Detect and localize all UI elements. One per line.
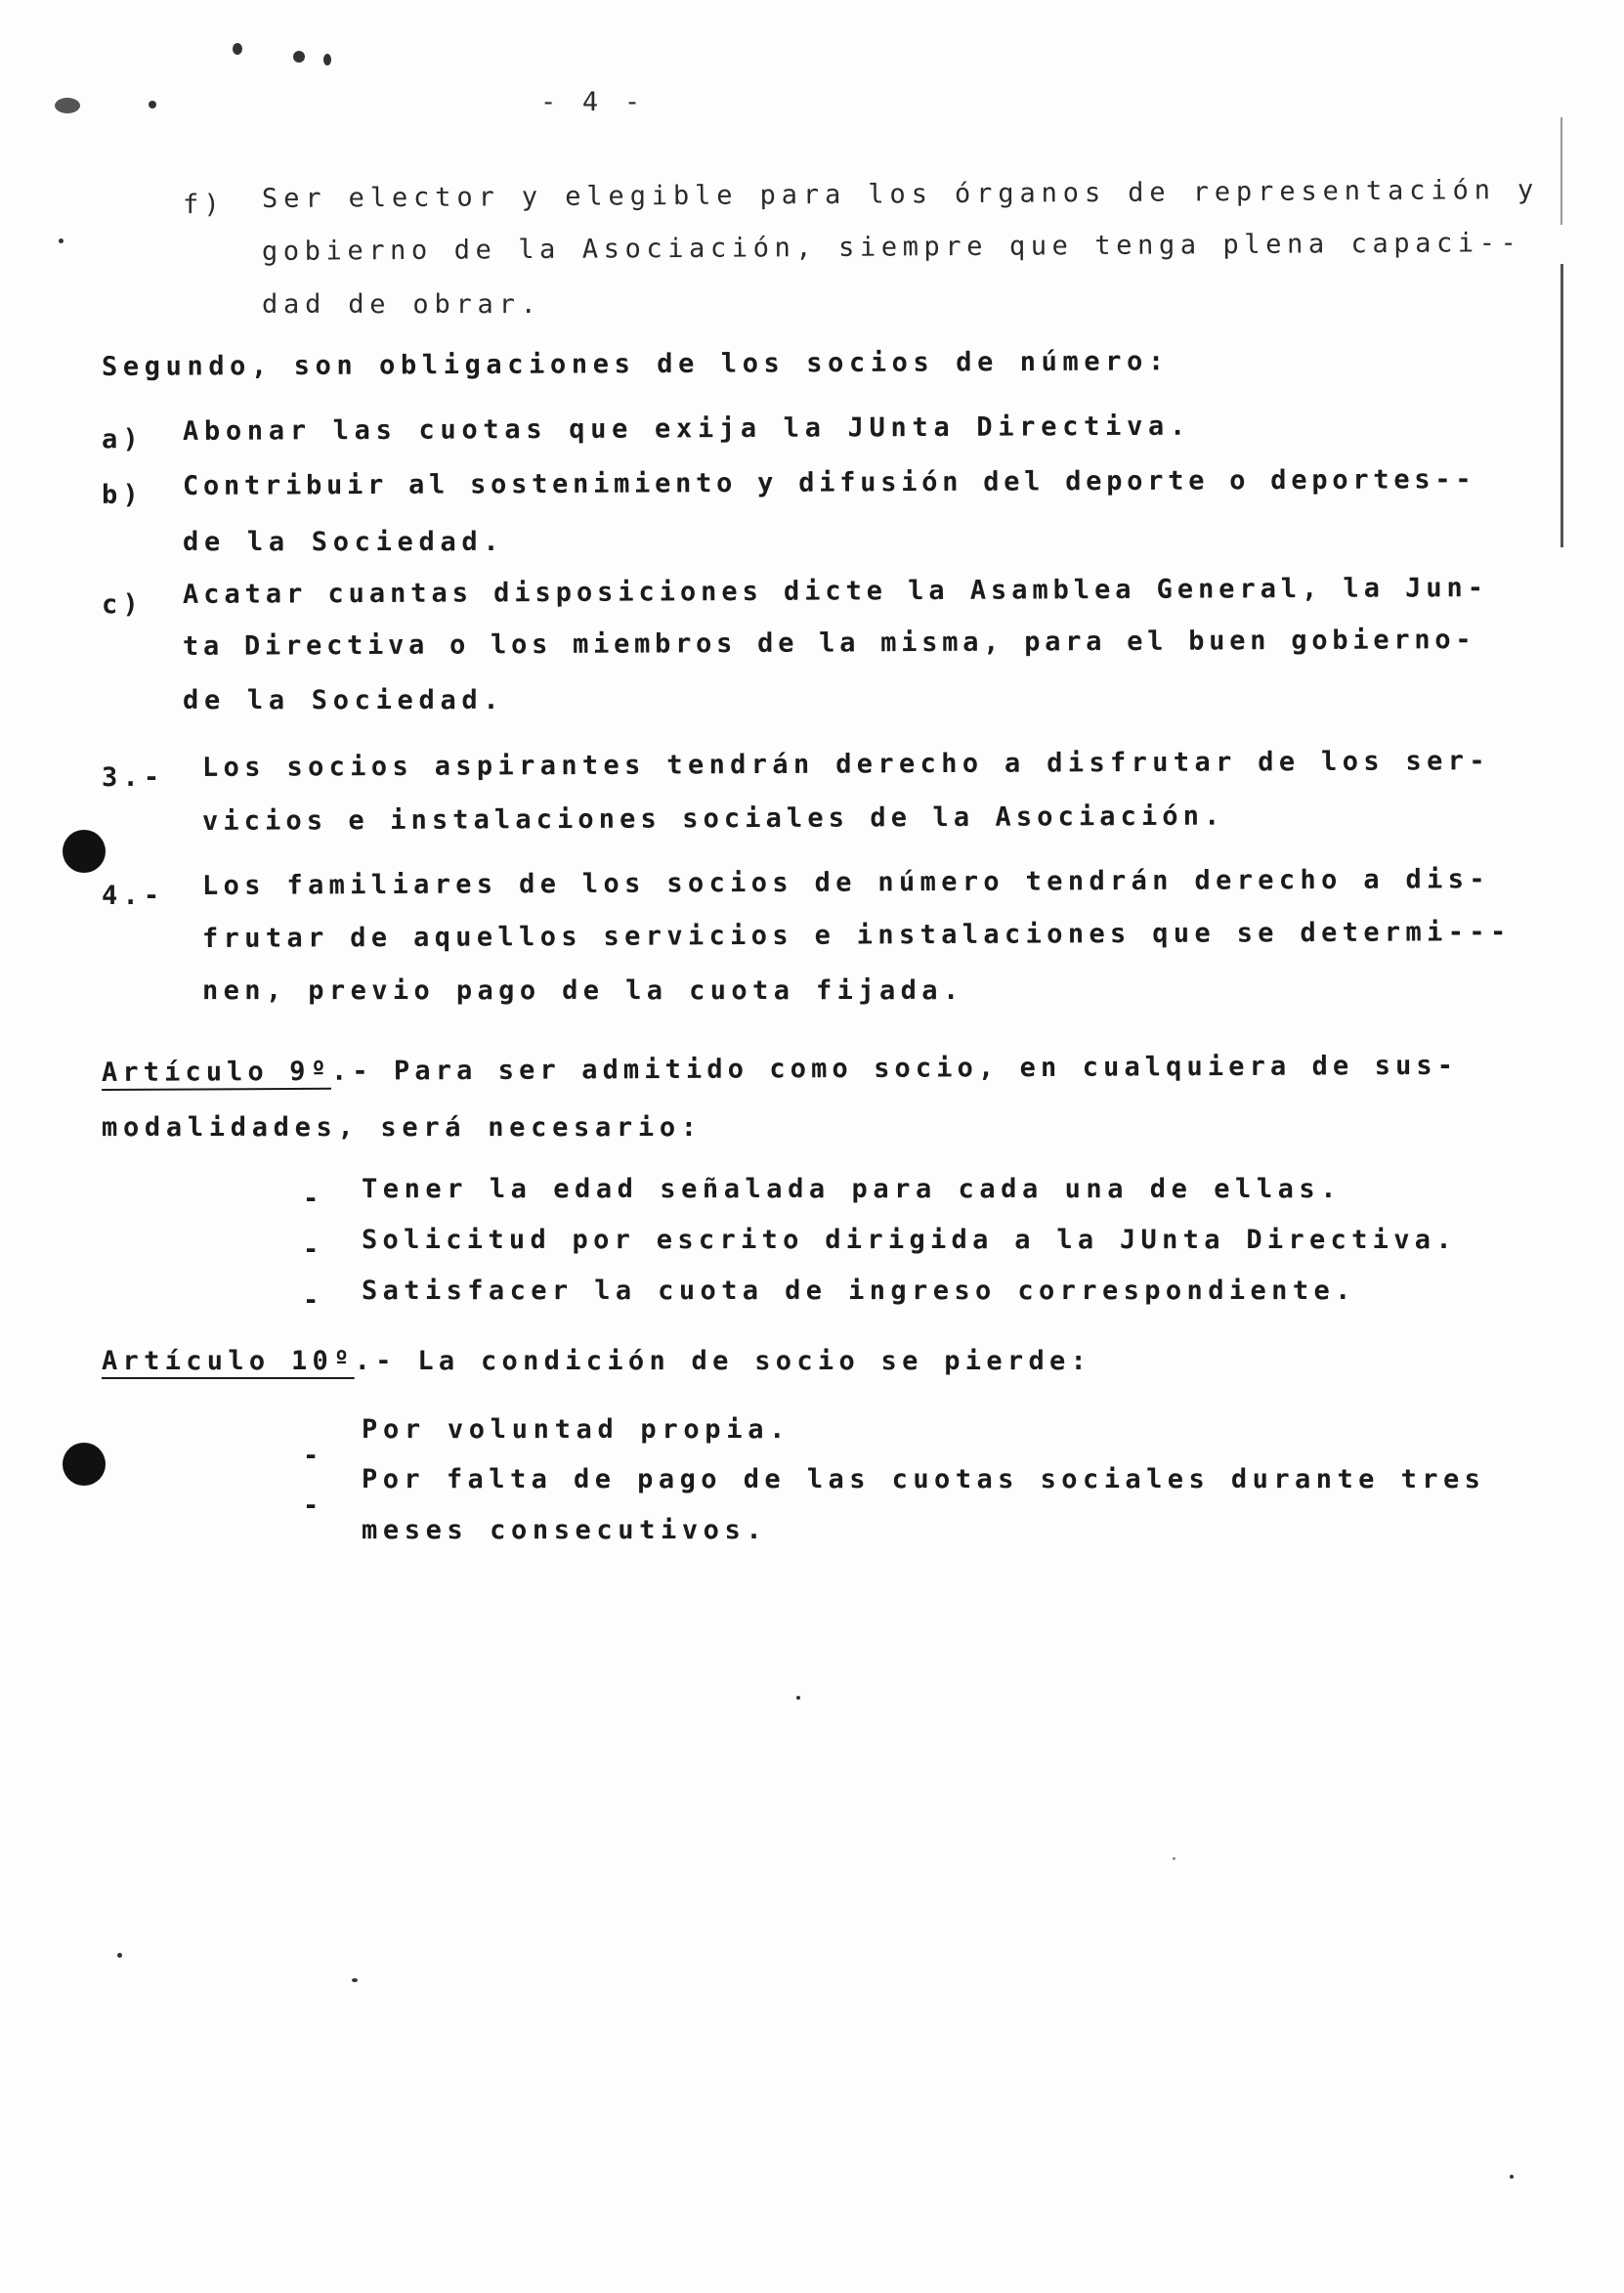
- paragraph-line: Los familiares de los socios de número tendrán derecho a dis-: [201, 864, 1490, 901]
- paragraph-line: Acatar cuantas disposiciones dicte la Asamblea General, la Jun-: [182, 573, 1489, 610]
- paragraph-line: modalidades, será necesario:: [102, 1112, 703, 1143]
- article-heading: Artículo 10º: [102, 1346, 355, 1376]
- paragraph-line: de la Sociedad.: [183, 685, 505, 715]
- bullet-item: Por falta de pago de las cuotas sociales durante tres: [362, 1464, 1486, 1494]
- scan-edge-line: [1560, 117, 1562, 225]
- paragraph-line: dad de obrar.: [262, 289, 542, 320]
- bullet-item: Solicitud por escrito dirigida a la JUnta Directiva.: [362, 1225, 1457, 1255]
- scan-speck: [1510, 2175, 1514, 2179]
- bullet-dash: -: [303, 1184, 324, 1214]
- paragraph-line: gobierno de la Asociación, siempre que tenga plena capaci--: [261, 227, 1522, 267]
- scan-speck: [55, 98, 80, 113]
- scan-speck: [233, 43, 242, 55]
- paragraph-line: nen, previo pago de la cuota fijada.: [202, 975, 964, 1006]
- bullet-dash: -: [303, 1491, 324, 1521]
- paragraph-line: de la Sociedad.: [183, 527, 505, 557]
- section-intro: Segundo, son obligaciones de los socios de número:: [101, 346, 1170, 382]
- bullet-dash: -: [303, 1285, 324, 1316]
- bullet-item: Tener la edad señalada para cada una de ellas.: [362, 1174, 1343, 1204]
- bullet-item: meses consecutivos.: [362, 1515, 768, 1545]
- scan-speck: [352, 1978, 358, 1982]
- item-marker: c): [102, 589, 144, 620]
- paragraph-line: Los socios aspirantes tendrán derecho a disfrutar de los ser-: [201, 746, 1490, 783]
- page-number: - 4 -: [540, 87, 646, 117]
- bullet-dash: -: [303, 1234, 324, 1265]
- item-marker: a): [102, 424, 144, 454]
- paragraph-line: vicios e instalaciones sociales de la Asociación.: [201, 800, 1225, 837]
- bullet-item: Por voluntad propia.: [362, 1414, 791, 1445]
- bullet-dash: -: [303, 1441, 324, 1471]
- scan-speck: [1173, 1857, 1175, 1860]
- paragraph-line: Abonar las cuotas que exija la JUnta Directiva.: [182, 411, 1191, 447]
- section-marker: 3.-: [102, 762, 165, 793]
- bullet-item: Satisfacer la cuota de ingreso correspondiente.: [362, 1276, 1356, 1306]
- article-lead-text: .- Para ser admitido como socio, en cualquiera de sus-: [330, 1050, 1459, 1087]
- punch-hole-top: [63, 830, 106, 873]
- paragraph-line: frutar de aquellos servicios e instalaciones que se determi---: [201, 916, 1512, 954]
- scan-speck: [796, 1696, 800, 1700]
- article-lead-text: .- La condición de socio se pierde:: [354, 1346, 1092, 1376]
- paragraph-line: ta Directiva o los miembros de la misma, para el buen gobierno-: [182, 625, 1476, 662]
- scan-edge-line: [1560, 264, 1563, 547]
- article-heading: Artículo 9º: [101, 1056, 331, 1088]
- article-10-paragraph: [102, 1345, 1091, 1378]
- item-marker: f): [183, 190, 225, 220]
- article-9-paragraph: [102, 1050, 1458, 1090]
- punch-hole-bottom: [63, 1443, 106, 1486]
- paragraph-line: Contribuir al sostenimiento y difusión del deporte o deportes--: [182, 464, 1476, 501]
- section-marker: 4.-: [102, 881, 165, 911]
- paragraph-line: Ser elector y elegible para los órganos de representación y: [261, 174, 1540, 214]
- scan-speck: [293, 51, 305, 63]
- scan-speck: [323, 54, 331, 65]
- item-marker: b): [102, 480, 144, 510]
- scan-speck: [149, 101, 156, 108]
- scan-speck: [59, 238, 64, 243]
- scan-speck: [117, 1953, 122, 1958]
